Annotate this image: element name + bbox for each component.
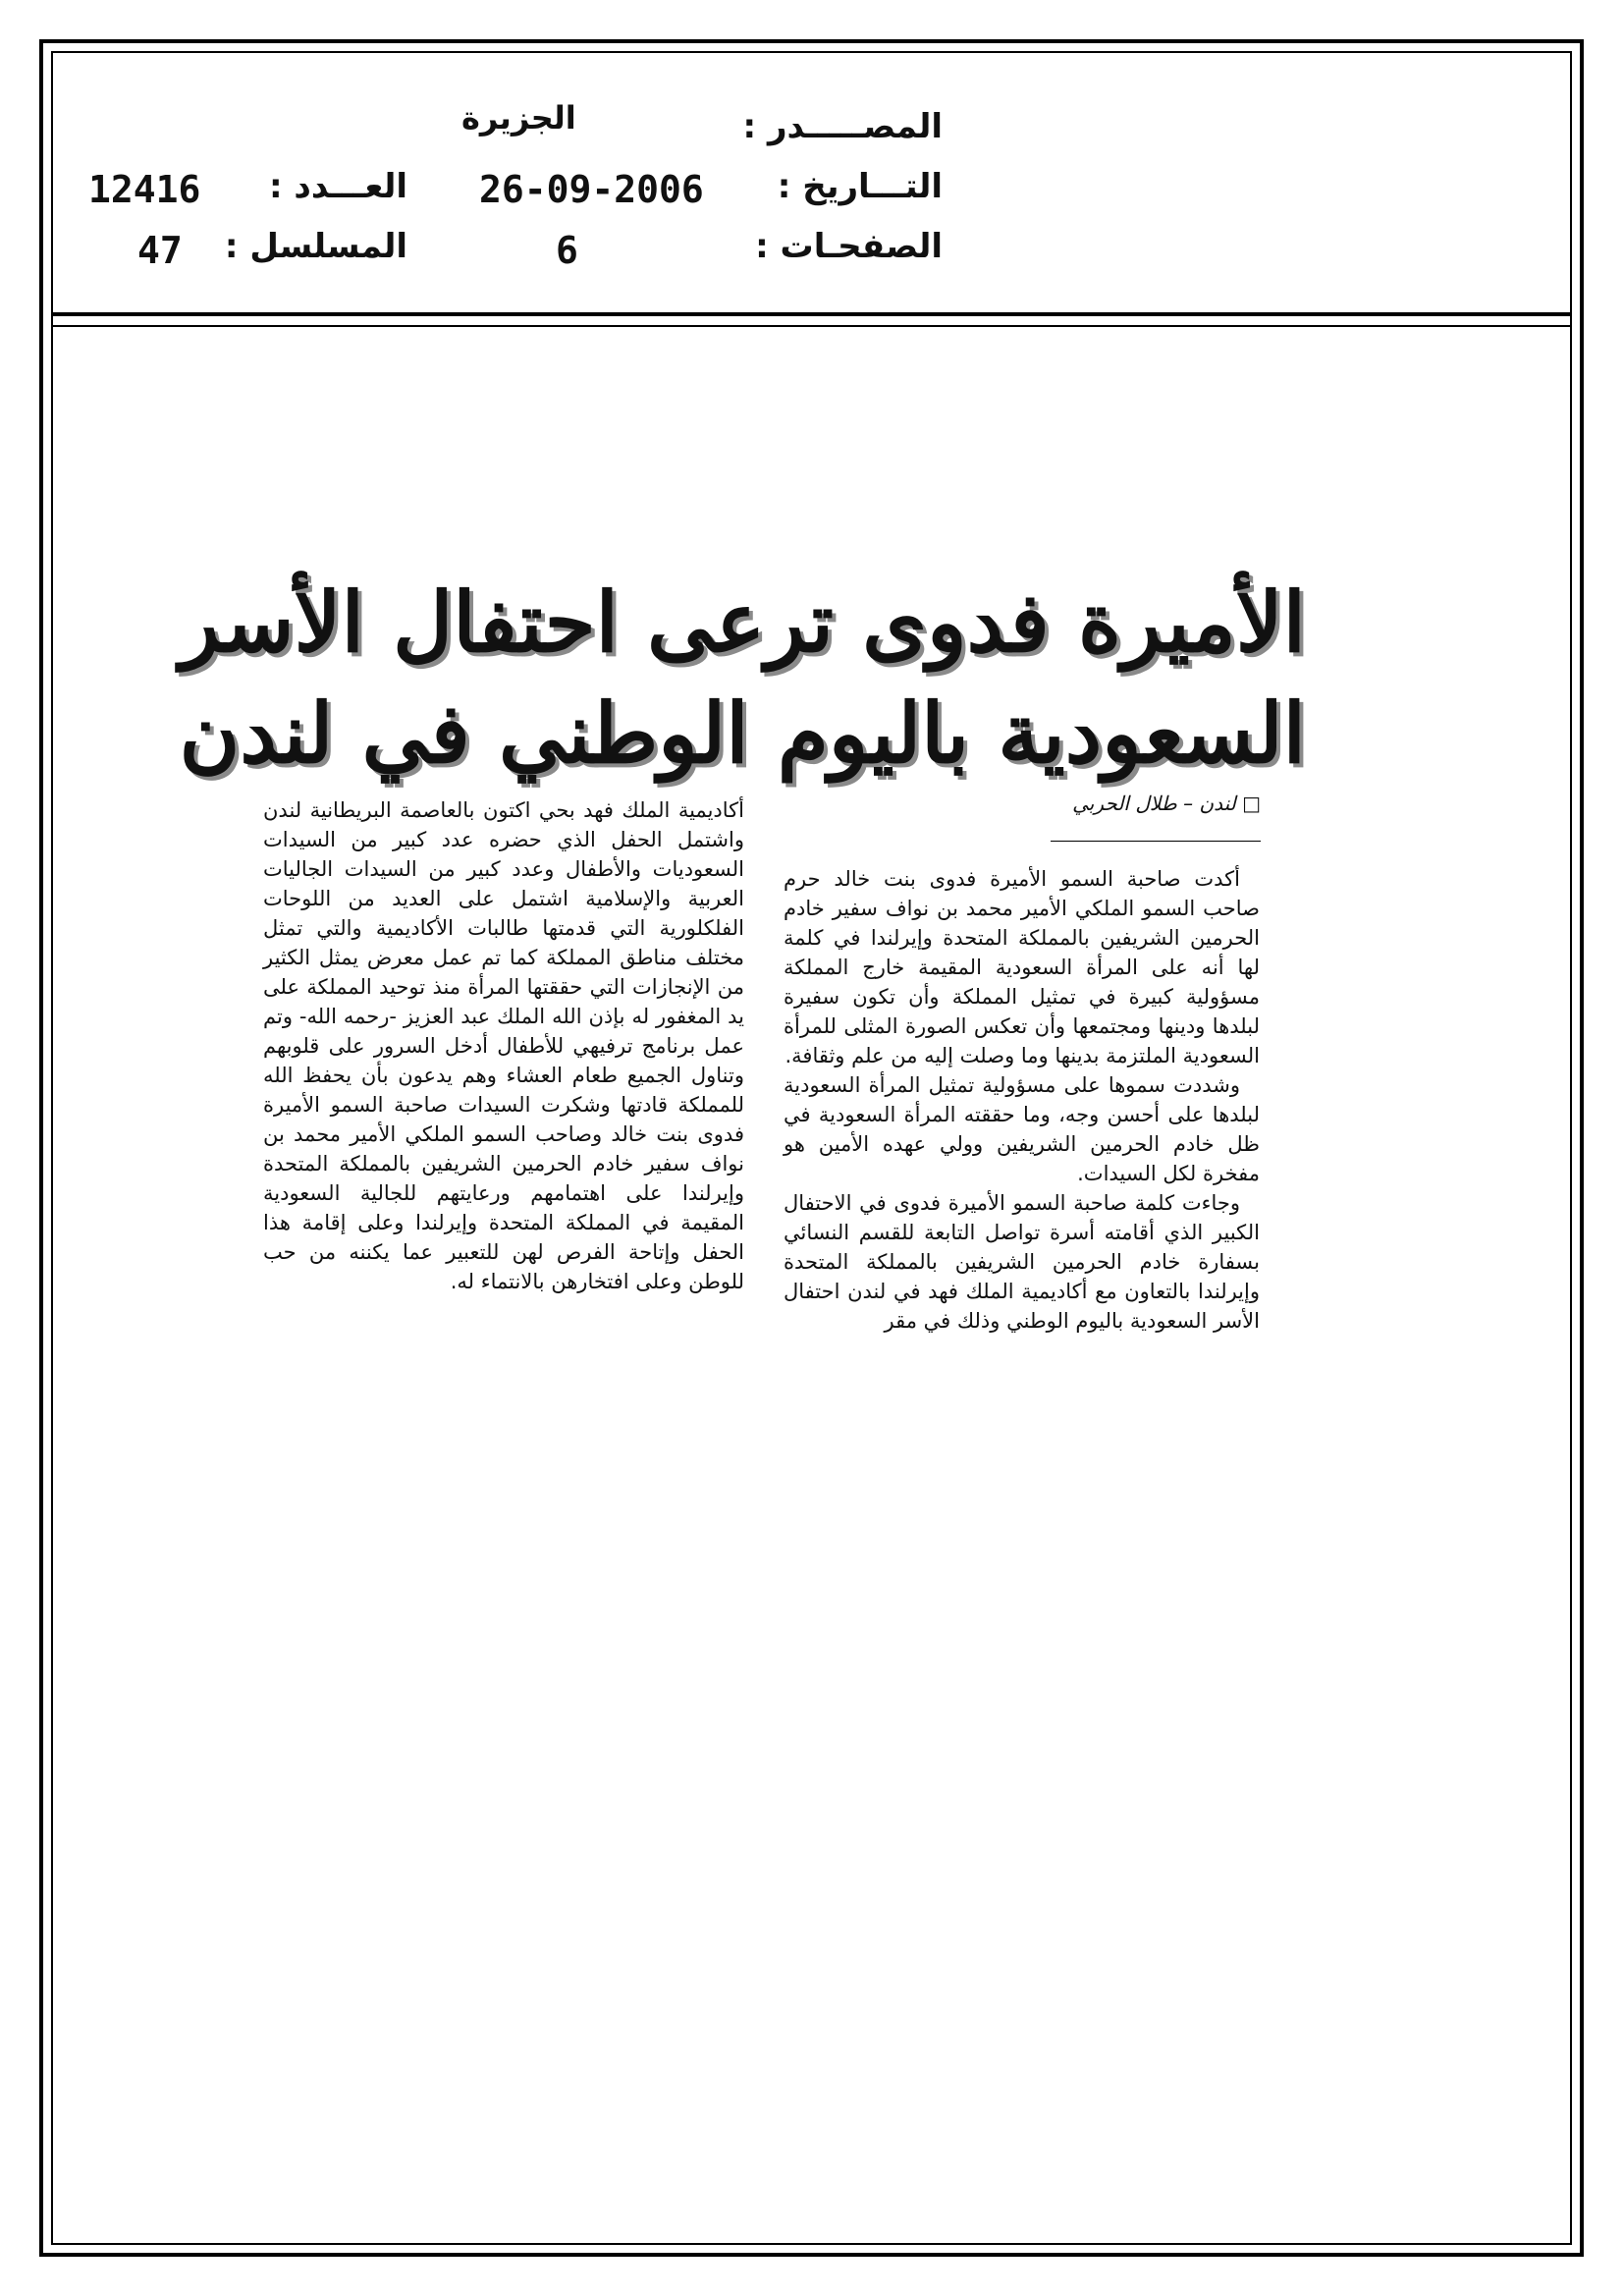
article-column-right [784, 864, 1260, 1336]
headline-line-2: السعودية باليوم الوطني في لندن [179, 684, 1306, 782]
paragraph: وشددت سموها على مسؤولية تمثيل المرأة السعودية لبلدها على أحسن وجه، وما حققته المرأة السعودية في ظل خادم الحرمين الشريفين وولي عهده الأمين هو مفخرة لكل السيدات. [784, 1073, 1260, 1185]
article-column-left [263, 795, 744, 1296]
header-divider [51, 312, 1572, 316]
date-label: التـــاريخ : [777, 167, 943, 206]
paragraph: أكاديمية الملك فهد بحي اكتون بالعاصمة البريطانية لندن واشتمل الحفل الذي حضره عدد كبير من السيدات السعوديات والأطفال وعدد كبير من السيدات الجاليات العربية والإسلامية اشتمل على العديد من اللوحات الفلكلورية التي قدمتها طالبات الأكاديمية والتي تمثل مختلف مناطق المملكة كما تم عمل معرض يمثل الكثير من الإنجازات التي حققتها المرأة منذ توحيد المملكة على يد المغفور له بإذن الله الملك عبد العزيز -رحمه الله- وتم عمل برنامج ترفيهي للأطفال أدخل السرور على قلوبهم وتناول الجميع طعام العشاء وهم يدعون بأن يحفظ الله للمملكة قادتها وشكرت السيدات صاحبة السمو الأميرة فدوى بنت خالد وصاحب السمو الملكي الأمير محمد بن نواف سفير خادم الحرمين الشريفين بالمملكة المتحدة وإيرلندا على اهتمامهم ورعايتهم للجالية السعودية المقيمة في المملكة المتحدة وإيرلندا وعلى إقامة هذا الحفل وإتاحة الفرص لهن للتعبير عما يكننه من حب للوطن وعلى افتخارهن بالانتماء له. [263, 798, 744, 1293]
source-value: الجزيرة [461, 99, 576, 137]
paragraph: وجاءت كلمة صاحبة السمو الأميرة فدوى في الاحتفال الكبير الذي أقامته أسرة تواصل التابعة للقسم النسائي بسفارة خادم الحرمين الشريفين بالمملكة المتحدة وإيرلندا بالتعاون مع أكاديمية الملك فهد في لندن احتفال الأسر السعودية باليوم الوطني وذلك في مقر [784, 1191, 1260, 1333]
source-label: المصـــــدر : [742, 107, 943, 146]
headline-line-1: الأميرة فدوى ترعى احتفال الأسر [179, 574, 1306, 671]
header-divider-thin [51, 325, 1572, 327]
byline-rule [1051, 841, 1261, 842]
byline: □ لندن – طلال الحربي [1072, 792, 1261, 815]
serial-value: 47 [137, 229, 183, 272]
pages-label: الصفحـات : [755, 227, 943, 266]
date-value: 26-09-2006 [479, 168, 704, 211]
issue-value: 12416 [88, 168, 201, 211]
paragraph: أكدت صاحبة السمو الأميرة فدوى بنت خالد حرم صاحب السمو الملكي الأمير محمد بن نواف سفير خادم الحرمين الشريفين بالمملكة المتحدة وإيرلندا في كلمة لها أنه على المرأة السعودية المقيمة خارج المملكة مسؤولية كبيرة في تمثيل المملكة وأن تكون سفيرة لبلدها ودينها ومجتمعها وأن تعكس الصورة المثلى للمرأة السعودية الملتزمة بدينها وما وصلت إليه من علم وثقافة. [784, 867, 1260, 1067]
issue-label: العـــدد : [269, 167, 407, 206]
serial-label: المسلسل : [224, 227, 407, 266]
pages-value: 6 [556, 229, 578, 272]
